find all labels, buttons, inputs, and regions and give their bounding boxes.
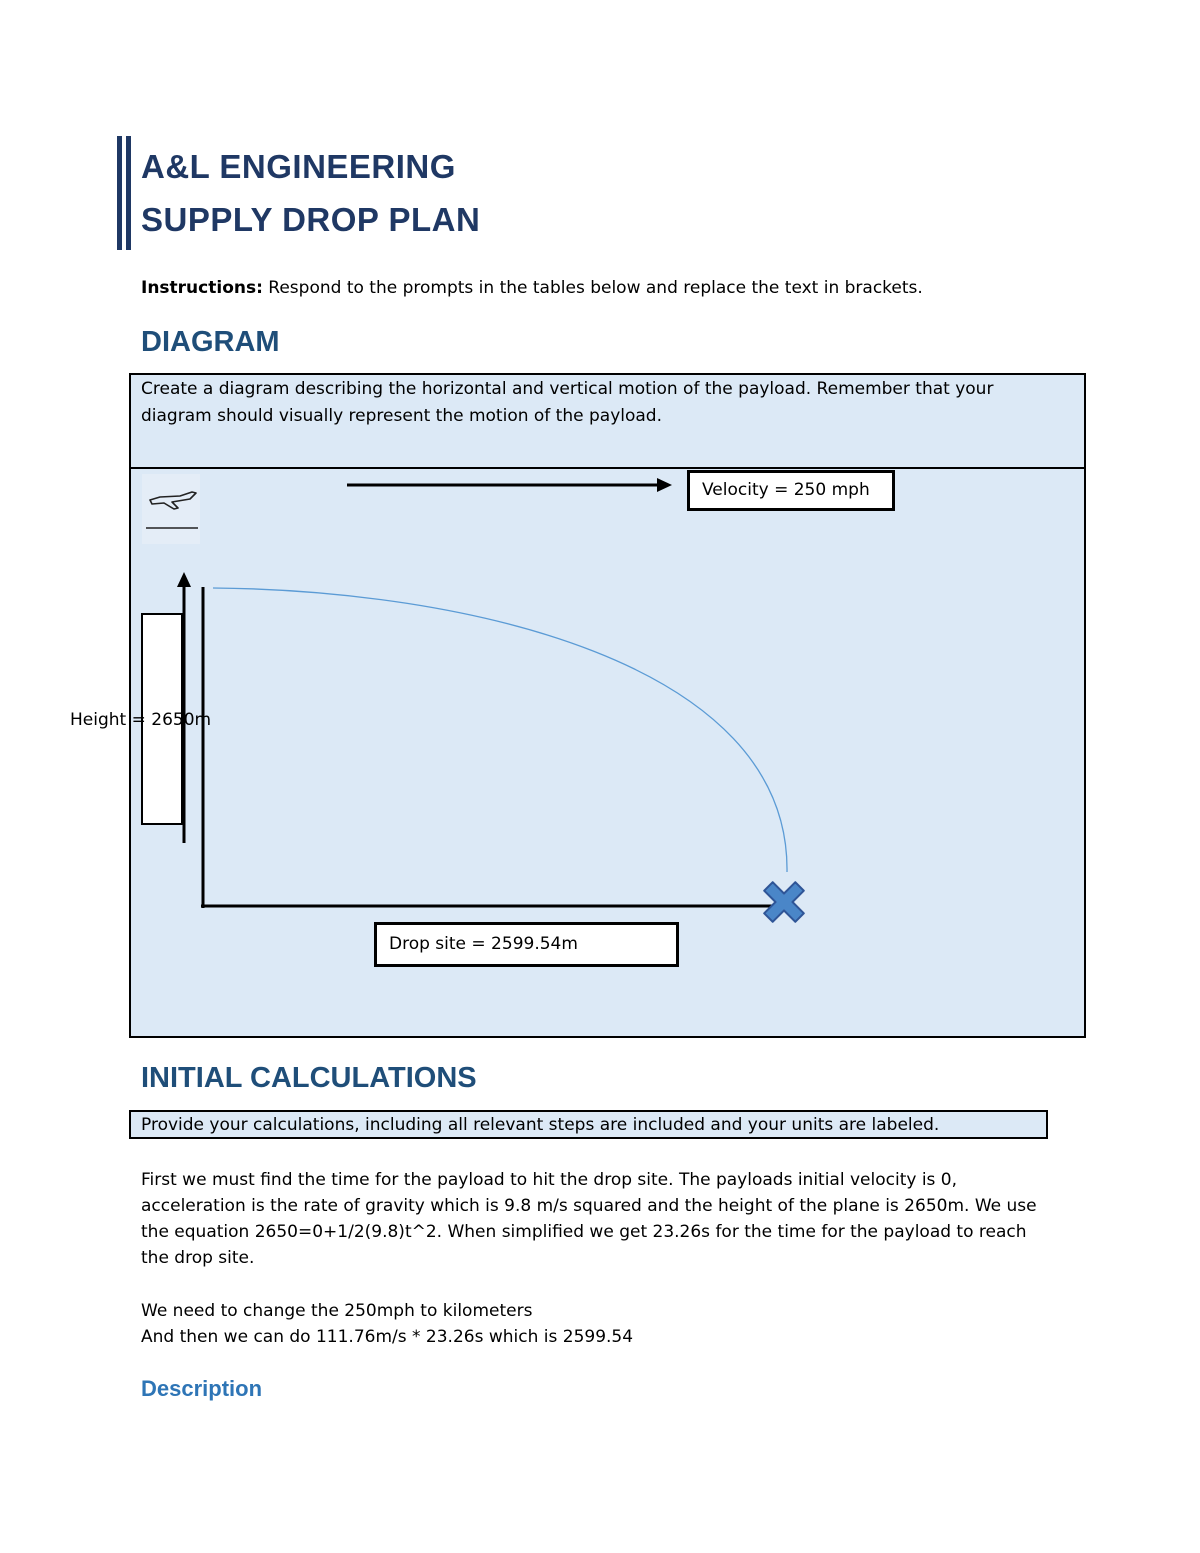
velocity-label: Velocity = 250 mph (687, 470, 895, 511)
instructions-label: Instructions: (141, 278, 263, 298)
diagram-prompt-line-1: Create a diagram describing the horizontal and vertical motion of the payload. Remember that your (141, 379, 994, 399)
document-title-line-1: A&L ENGINEERING (141, 148, 456, 185)
conversion-line-2: And then we can do 111.76m/s * 23.26s which is 2599.54 (141, 1327, 634, 1347)
instructions-text: Respond to the prompts in the tables below and replace the text in brackets. (262, 278, 923, 298)
title-accent-bar-inner (126, 136, 131, 250)
calculation-line-3: the equation 2650=0+1/2(9.8)t^2. When simplified we get 23.26s for the time for the payload to reach (141, 1222, 1027, 1242)
document-title-line-2: SUPPLY DROP PLAN (141, 201, 481, 238)
diagram-table-divider (131, 467, 1084, 469)
conversion-line-1: We need to change the 250mph to kilometers (141, 1301, 533, 1321)
title-accent-bar-outer (117, 136, 122, 250)
instructions-paragraph (141, 275, 923, 301)
diagram-prompt-line-2: diagram should visually represent the motion of the payload. (141, 406, 662, 426)
calculations-prompt: Provide your calculations, including all relevant steps are included and your units are labeled. (141, 1115, 940, 1135)
drop-site-label: Drop site = 2599.54m (374, 922, 679, 967)
calculation-line-2: acceleration is the rate of gravity which is 9.8 m/s squared and the height of the plane is 2650m. We use (141, 1196, 1037, 1216)
description-heading: Description (141, 1376, 263, 1401)
calculation-line-1: First we must find the time for the payload to hit the drop site. The payloads initial velocity is 0, (141, 1170, 958, 1190)
calculations-heading: INITIAL CALCULATIONS (141, 1062, 477, 1094)
diagram-heading: DIAGRAM (141, 326, 280, 358)
calculation-line-4: the drop site. (141, 1248, 255, 1268)
height-label: Height = 2650m (70, 710, 212, 730)
